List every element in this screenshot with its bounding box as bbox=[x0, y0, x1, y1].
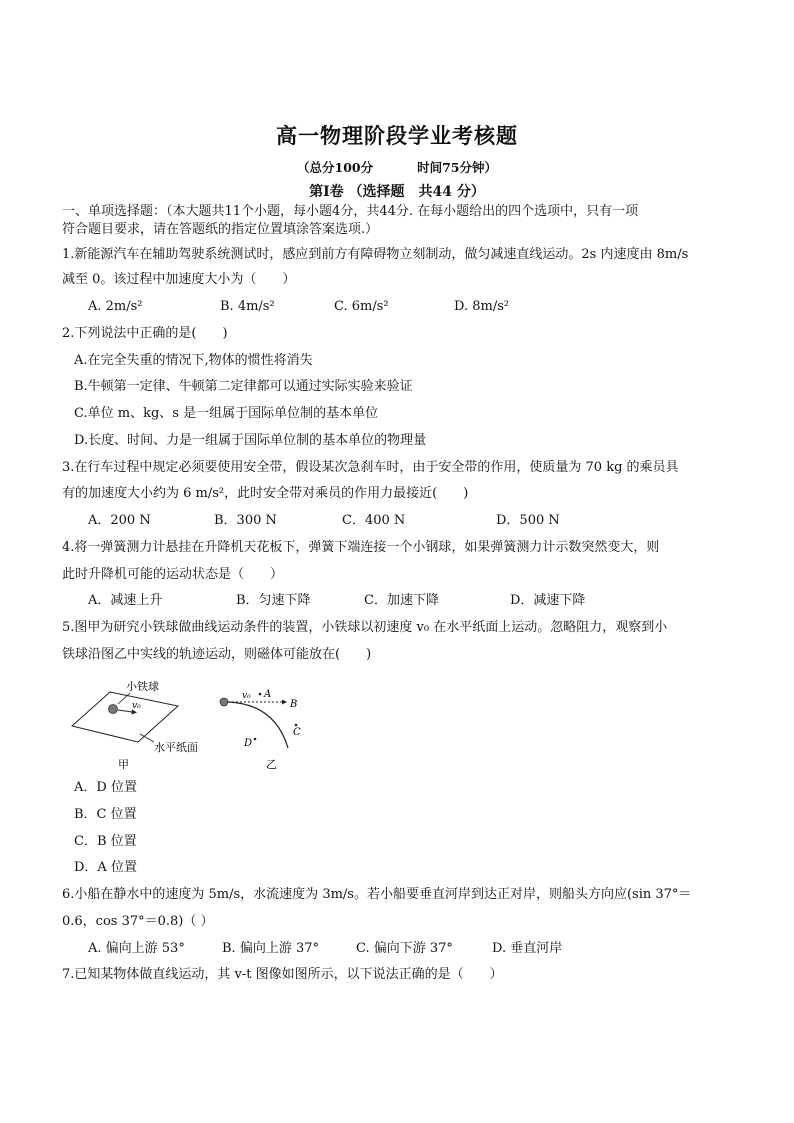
q5-stem-line-2: 铁球沿图乙中实线的轨迹运动，则磁体可能放在( ) bbox=[62, 647, 372, 662]
q4-option-d: D．减速下降 bbox=[510, 593, 586, 608]
q3-option-c: C．400 N bbox=[342, 513, 406, 528]
total-score: （总分100分 bbox=[297, 160, 374, 175]
q4-stem-line-2: 此时升降机可能的运动状态是（ ） bbox=[62, 567, 284, 582]
q3-stem-line-1: 3.在行车过程中规定必须要使用安全带，假设某次急刹车时，由于安全带的作用，使质量为 70 kg 的乘员具 bbox=[62, 460, 679, 475]
paper-label: 水平纸面 bbox=[154, 741, 198, 754]
q5-figure bbox=[70, 672, 330, 776]
q3-option-d: D．500 N bbox=[496, 513, 560, 528]
q3-option-b: B．300 N bbox=[214, 513, 277, 528]
q2-option-a: A.在完全失重的情况下,物体的惯性将消失 bbox=[74, 353, 313, 368]
paper-plane bbox=[72, 692, 178, 742]
q4-option-b: B．匀速下降 bbox=[236, 593, 311, 608]
q5-option-c: C．B 位置 bbox=[74, 834, 137, 849]
q6-stem-line-2: 0.6，cos 37°＝0.8)（ ） bbox=[62, 914, 214, 929]
point-d bbox=[254, 738, 257, 741]
q1-option-a: A. 2m/s² bbox=[88, 299, 143, 314]
q2-option-b: B.牛顿第一定律、牛顿第二定律都可以通过实际实验来验证 bbox=[74, 379, 413, 394]
q4-option-a: A．减速上升 bbox=[88, 593, 163, 608]
q2-stem: 2.下列说法中正确的是( ) bbox=[62, 326, 228, 341]
time-limit: 时间75分钟） bbox=[417, 160, 497, 175]
q4-stem-line-1: 4.将一弹簧测力计悬挂在升降机天花板下，弹簧下端连接一个小钢球，如果弹簧测力计示数突然变大，则 bbox=[62, 540, 660, 555]
point-d-label: D bbox=[244, 738, 253, 749]
path-arrowhead-icon bbox=[282, 700, 287, 705]
point-a bbox=[259, 693, 262, 696]
q4-option-c: C．加速下降 bbox=[364, 593, 439, 608]
q1-option-c: C. 6m/s² bbox=[334, 299, 389, 314]
q5-option-d: D．A 位置 bbox=[74, 860, 137, 875]
v0-label-a: v₀ bbox=[132, 701, 141, 711]
q3-stem-line-2: 有的加速度大小约为 6 m/s²，此时安全带对乘员的作用力最接近( ) bbox=[62, 486, 469, 501]
instructions-line-2: 符合题目要求，请在答题纸的指定位置填涂答案选项.） bbox=[62, 222, 379, 237]
curved-trajectory bbox=[228, 702, 288, 748]
q6-option-a: A. 偏向上游 53° bbox=[88, 941, 185, 956]
q1-stem-line-2: 减至 0。该过程中加速度大小为（ ） bbox=[62, 272, 296, 287]
figure-a-label: 甲 bbox=[118, 758, 129, 771]
point-c-label: C bbox=[293, 727, 301, 738]
section-heading: 第Ⅰ卷 （选择题 共44 分） bbox=[309, 184, 485, 200]
q7-stem: 7.已知某物体做直线运动，其 v-t 图像如图所示，以下说法正确的是（ ） bbox=[62, 967, 503, 982]
exam-info bbox=[0, 158, 794, 176]
q3-option-a: A．200 N bbox=[88, 513, 151, 528]
q2-option-c: C.单位 m、kg、s 是一组属于国际单位制的基本单位 bbox=[74, 406, 379, 421]
q5-option-a: A．D 位置 bbox=[74, 780, 137, 795]
q6-stem-line-1: 6.小船在静水中的速度为 5m/s，水流速度为 3m/s。若小船要垂直河岸到达正对岸，则船头方向应(sin 37°＝ bbox=[62, 887, 692, 902]
q6-option-b: B. 偏向上游 37° bbox=[222, 941, 319, 956]
figure-b-label: 乙 bbox=[266, 758, 277, 771]
q6-option-d: D. 垂直河岸 bbox=[492, 941, 563, 956]
q2-option-d: D.长度、时间、力是一组属于国际单位制的基本单位的物理量 bbox=[74, 433, 427, 448]
velocity-arrow bbox=[118, 710, 132, 712]
iron-ball-icon-b bbox=[220, 698, 228, 706]
page-title: 高一物理阶段学业考核题 bbox=[276, 123, 518, 148]
point-b-label: B bbox=[290, 699, 298, 710]
q1-stem-line-1: 1.新能源汽车在辅助驾驶系统测试时，感应到前方有障碍物立刻制动，做匀减速直线运动。2s 内速度由 8m/s bbox=[62, 247, 689, 262]
point-a-label: A bbox=[264, 689, 272, 700]
q1-option-b: B. 4m/s² bbox=[220, 299, 275, 314]
q5-option-b: B．C 位置 bbox=[74, 807, 137, 822]
instructions-line-1: 一、单项选择题：（本大题共11个小题，每小题4分，共44分. 在每小题给出的四个选项中，只有一项 bbox=[62, 204, 639, 219]
point-c bbox=[295, 724, 298, 727]
iron-ball-icon bbox=[109, 705, 118, 714]
q1-option-d: D. 8m/s² bbox=[454, 299, 510, 314]
ball-label: 小铁球 bbox=[126, 680, 159, 693]
q5-stem-line-1: 5.图甲为研究小铁球做曲线运动条件的装置，小铁球以初速度 v₀ 在水平纸面上运动。忽略阻力，观察到小 bbox=[62, 620, 668, 635]
q6-option-c: C. 偏向下游 37° bbox=[356, 941, 453, 956]
v0-label-b: v₀ bbox=[242, 691, 251, 701]
